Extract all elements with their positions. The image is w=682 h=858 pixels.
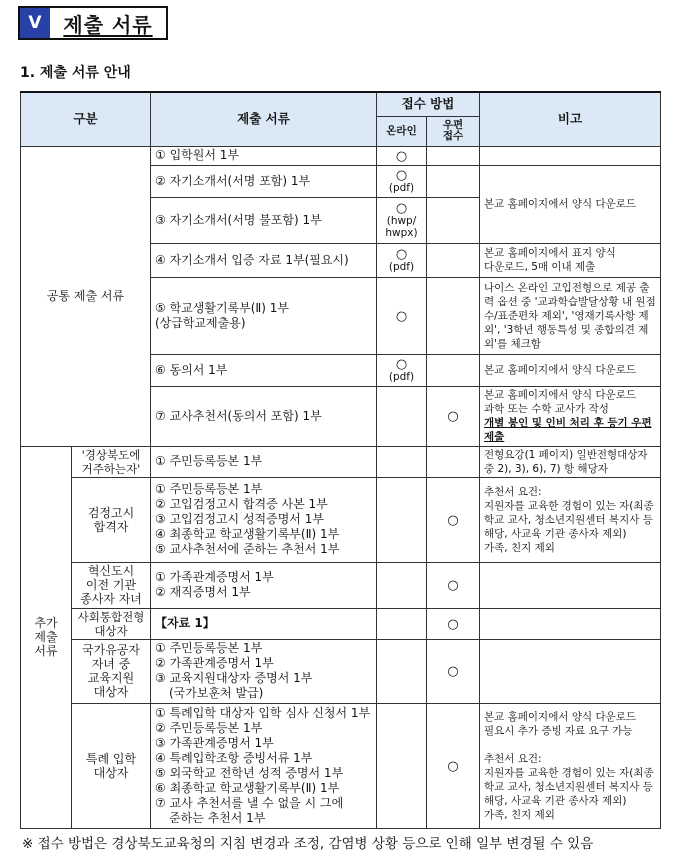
doc-item: ① 입학원서 1부 (155, 148, 239, 162)
postal-cell (427, 386, 480, 446)
header-method: 접수 방법 (377, 92, 480, 116)
note-cell (480, 562, 661, 608)
doc-item: ⑤ 외국학교 전학년 성적 증명서 1부 (155, 765, 344, 780)
doc-cell (151, 639, 377, 703)
note-cell (480, 639, 661, 703)
doc-item: 준하는 추천서 1부 (169, 810, 266, 825)
note-cell: 전형요강(1 페이지) 일반전형대상자 중 2), 3), 6), 7) 항 해당자 (480, 446, 661, 477)
postal-cell (427, 608, 480, 639)
doc-item: ⑤ 교사추천서에 준하는 추천서 1부 (155, 542, 340, 556)
doc-cell (151, 477, 377, 562)
doc-cell (151, 146, 377, 165)
online-cell (377, 639, 427, 703)
sub-category: '경상북도에 거주하는자' (72, 446, 151, 477)
format-label: (hwp/ hwpx) (385, 214, 418, 239)
postal-cell (427, 703, 480, 828)
doc-item: ⑥ 최종학교 학교생활기록부(Ⅱ) 1부 (155, 780, 340, 795)
section-title-box (18, 6, 168, 40)
doc-cell (151, 197, 377, 243)
check-circle-icon: ○ (395, 356, 408, 372)
header-documents: 제출 서류 (151, 92, 377, 146)
postal-cell (427, 446, 480, 477)
doc-cell (151, 703, 377, 828)
note-cell (480, 386, 661, 446)
postal-cell (427, 562, 480, 608)
header-online: 온라인 (377, 116, 427, 146)
format-label: (pdf) (388, 181, 415, 194)
doc-item: ⑤ 학교생활기록부(Ⅱ) 1부 (155, 300, 290, 315)
header-remarks: 비고 (480, 92, 661, 146)
doc-item: (상급학교제출용) (155, 315, 246, 330)
section-title: 제출 서류 (63, 12, 153, 37)
table-row (21, 608, 661, 639)
postal-cell (427, 165, 480, 197)
doc-item: ⑦ 교사 추천서를 낼 수 없을 시 그에 (155, 795, 344, 810)
doc-item: ② 자기소개서(서명 포함) 1부 (155, 173, 311, 188)
doc-item: ④ 최종학교 학교생활기록부(Ⅱ) 1부 (155, 527, 340, 541)
submission-table (20, 91, 661, 829)
doc-cell (151, 386, 377, 446)
table-row (21, 146, 661, 165)
check-circle-icon: ○ (447, 758, 459, 774)
doc-item: ② 가족관계증명서 1부 (155, 656, 274, 670)
note-emphasis: 개별 봉인 및 인비 처리 후 등기 우편 제출 (484, 417, 652, 443)
online-cell (377, 354, 427, 386)
check-circle-icon: ○ (447, 616, 459, 632)
online-cell (377, 477, 427, 562)
doc-item: 【자료 1】 (155, 616, 215, 630)
doc-cell (151, 562, 377, 608)
online-cell (377, 146, 427, 165)
doc-cell (151, 446, 377, 477)
note-cell (480, 608, 661, 639)
doc-item: ② 고입검정고시 합격증 사본 1부 (155, 497, 328, 511)
doc-item: ① 주민등록등본 1부 (155, 454, 263, 468)
doc-item: ③ 고입검정고시 성적증명서 1부 (155, 512, 324, 526)
online-cell (377, 562, 427, 608)
postal-cell (427, 639, 480, 703)
doc-cell (151, 243, 377, 277)
note-cell: 본교 홈페이지에서 표지 양식 다운로드, 5매 이내 제출 (480, 243, 661, 277)
sub-category: 국가유공자 자녀 중 교육지원 대상자 (72, 639, 151, 703)
doc-item: ⑦ 교사추천서(동의서 포함) 1부 (155, 408, 322, 423)
doc-item: ① 특례입학 대상자 입학 심사 신청서 1부 (155, 705, 371, 720)
online-cell (377, 386, 427, 446)
format-label: (pdf) (388, 260, 415, 273)
doc-item: ⑥ 동의서 1부 (155, 362, 228, 377)
doc-item: ③ 교육지원대상자 증명서 1부 (155, 671, 313, 685)
doc-item: (국가보훈처 발급) (169, 686, 264, 700)
header-postal: 우편 접수 (427, 116, 480, 146)
note-cell: 추천서 요건: 지원자를 교육한 경험이 있는 자(최종학교 교사, 청소년지원센터 복지사 등 해당, 사교육 기관 종사자 제외) 가족, 친지 제외 (480, 477, 661, 562)
doc-item: ③ 가족관계증명서 1부 (155, 735, 274, 750)
note-cell: 본교 홈페이지에서 양식 다운로드 필요시 추가 증빙 자료 요구 가능 추천서 요건: 지원자를 교육한 경험이 있는 자(최종학교 교사, 청소년지원센터 복지사 등 해당, 사교육 기관 종사자 제외) 가족, 친지 제외 (480, 703, 661, 828)
online-cell (377, 608, 427, 639)
doc-item: ① 주민등록등본 1부 (155, 641, 263, 655)
check-circle-icon: ○ (395, 246, 408, 262)
doc-item: ④ 특례입학조항 증빙서류 1부 (155, 750, 313, 765)
doc-cell (151, 165, 377, 197)
check-circle-icon: ○ (395, 308, 408, 324)
doc-item: ④ 자기소개서 입증 자료 1부(필요시) (155, 252, 349, 267)
subtitle: 1. 제출 서류 안내 (20, 65, 131, 81)
note-cell: 본교 홈페이지에서 양식 다운로드 (480, 354, 661, 386)
postal-cell (427, 477, 480, 562)
sub-category: 사회통합전형 대상자 (72, 608, 151, 639)
doc-item: ① 주민등록등본 1부 (155, 482, 263, 496)
note-cell: 본교 홈페이지에서 양식 다운로드 (480, 165, 661, 243)
check-circle-icon: ○ (447, 409, 459, 424)
online-cell (377, 165, 427, 197)
check-circle-icon: ○ (395, 167, 408, 183)
postal-cell (427, 354, 480, 386)
doc-cell (151, 277, 377, 354)
postal-cell (427, 243, 480, 277)
additional-label: 추가 제출 서류 (21, 446, 72, 828)
doc-item: ② 재직증명서 1부 (155, 585, 251, 599)
note-text: 본교 홈페이지에서 양식 다운로드 과학 또는 수학 교사가 작성 (484, 389, 637, 415)
common-label: 공통 제출 서류 (21, 146, 151, 446)
sub-category: 검정고시 합격자 (72, 477, 151, 562)
doc-cell (151, 354, 377, 386)
sub-category: 특례 입학 대상자 (72, 703, 151, 828)
check-circle-icon: ○ (395, 148, 408, 164)
note-cell (480, 146, 661, 165)
doc-item: ① 가족관계증명서 1부 (155, 570, 274, 584)
format-label: (pdf) (388, 370, 415, 383)
check-circle-icon: ○ (395, 200, 408, 216)
note-cell: 나이스 온라인 고입전형으로 제공 출력 옵션 중 '교과학습발달상황 내 원점수/표준편차 제외', '영재기록사항 제외', '3학년 행동특성 및 종합의견 제외'를 체크함 (480, 277, 661, 354)
sub-category: 혁신도시 이전 기관 종사자 자녀 (72, 562, 151, 608)
footnote: ※ 접수 방법은 경상북도교육청의 지침 변경과 조정, 감염병 상황 등으로 인해 일부 변경될 수 있음 (22, 836, 594, 852)
table-row (21, 477, 661, 562)
postal-cell (427, 197, 480, 243)
doc-item: ② 주민등록등본 1부 (155, 720, 263, 735)
table-row (21, 562, 661, 608)
check-circle-icon: ○ (447, 578, 459, 593)
postal-cell (427, 277, 480, 354)
online-cell (377, 277, 427, 354)
doc-item: ③ 자기소개서(서명 불포함) 1부 (155, 212, 322, 227)
table-row (21, 446, 661, 477)
check-circle-icon: ○ (447, 664, 459, 679)
table-row (21, 639, 661, 703)
section-number: V (20, 8, 50, 38)
doc-cell (151, 608, 377, 639)
online-cell (377, 243, 427, 277)
header-category: 구분 (21, 92, 151, 146)
postal-cell (427, 146, 480, 165)
online-cell (377, 446, 427, 477)
online-cell (377, 703, 427, 828)
table-row (21, 703, 661, 828)
online-cell (377, 197, 427, 243)
check-circle-icon: ○ (447, 512, 459, 528)
